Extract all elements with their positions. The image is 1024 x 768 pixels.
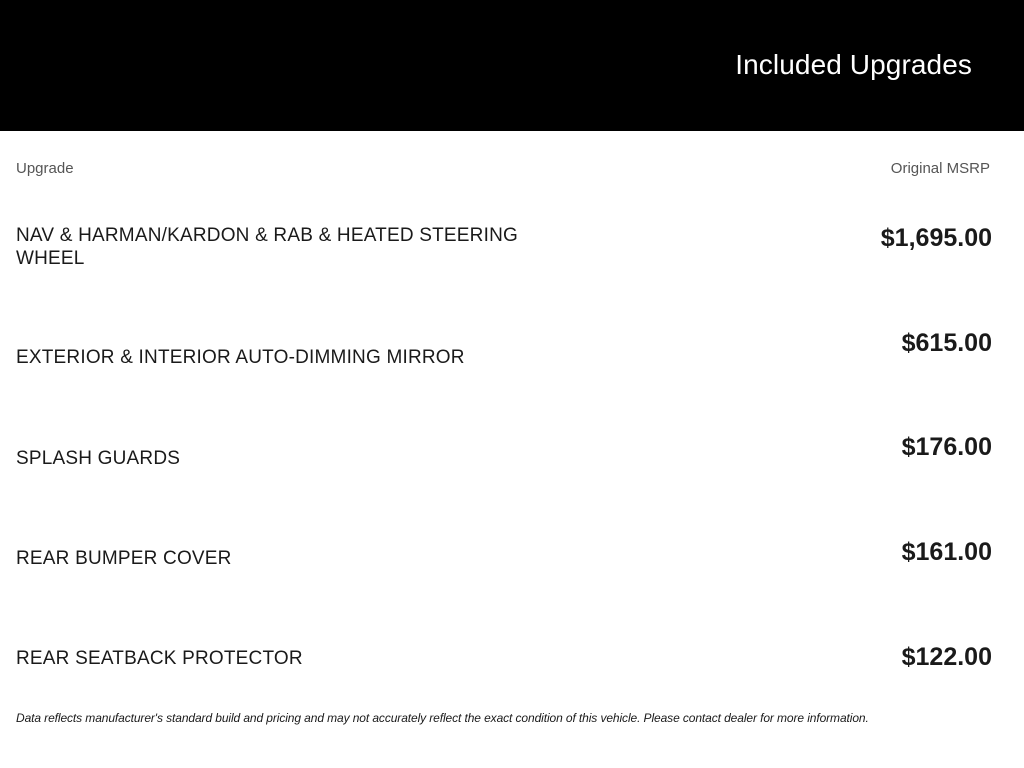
column-header-upgrade: Upgrade: [16, 160, 74, 177]
upgrade-name: EXTERIOR & INTERIOR AUTO-DIMMING MIRROR: [16, 347, 465, 368]
upgrade-price: $122.00: [901, 643, 992, 671]
upgrade-name: NAV & HARMAN/KARDON & RAB & HEATED STEERING WHEEL: [16, 225, 518, 269]
upgrade-price: $161.00: [901, 538, 992, 566]
column-header-msrp: Original MSRP: [890, 160, 990, 177]
upgrade-price: $615.00: [901, 329, 992, 357]
column-headers: [0, 160, 1024, 182]
upgrade-name: REAR SEATBACK PROTECTOR: [16, 648, 303, 669]
upgrade-name: SPLASH GUARDS: [16, 448, 181, 469]
upgrade-price: $1,695.00: [880, 224, 992, 252]
upgrade-name: REAR BUMPER COVER: [16, 548, 232, 569]
upgrade-price: $176.00: [901, 433, 992, 461]
page-title: Included Upgrades: [735, 49, 972, 80]
disclaimer-text: Data reflects manufacturer's standard build and pricing and may not accurately reflect the exact condition of this vehicle. Please contact dealer for more information.: [16, 711, 869, 725]
header-banner: [0, 0, 1024, 131]
